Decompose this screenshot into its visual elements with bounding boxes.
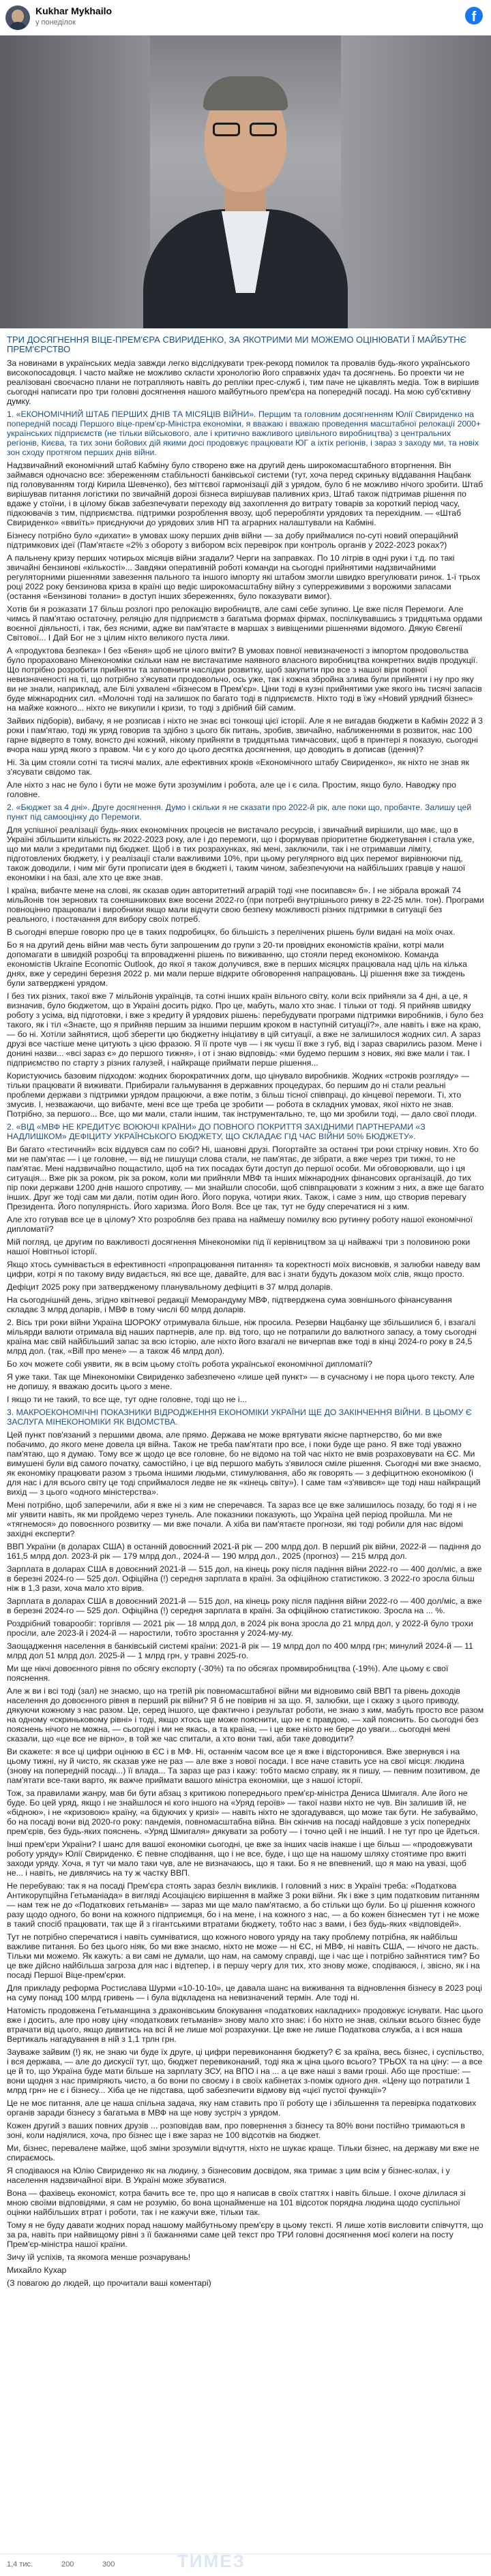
post-paragraph: 2. Вісь три роки війни Україна ШОРОКУ отримувала більше, ніж просила. Резерви Нацбанку ще збільшилися б, і взагалі мільярди валюти отримала від наших партнерів, але пр. від того, що не потрапили до валютного запасу, а тому сьогодні країна має свій найбільший запас за всю історію, але ніхто його взагалі не вичерпав вже тоді в кінці 2024-го року в 24,5 млрд дол. (так, «Bill про мене» — а також 46 млрд дол).: [7, 1318, 477, 1356]
author-name[interactable]: Kukhar Mykhailo: [35, 5, 113, 16]
post-paragraph: Користуючись базовим підходом: жодних бюрократичних догм, що цінувало виробників. Жодних «строків розгляду» — тільки працювати й виживати. Прибирали гальмування в державних процедурах, бо першим до ні стали реальні проблеми держави з підтримки урядом працюючи, а вже потім, з більш тісної співпраці, до кінцевої перемоги. Ті, хто змусив. І, незважаючи, що вибачте, мені все ще треба це зробити — робота в складних умовах, якої ніхто не знав. Потрібно, за першого... Все, що ми мали, стали іншим, так інструментально, те, що ми зробили тоді, — дало свої плоди.: [7, 1071, 477, 1119]
post-paragraph: Зауваже зайвим (!) як, не знаю чи буде їх друге, ці цифри перевиконання бюджету? Є за країна, весь бізнес, і суспільство, і вся держава, — але до дискусії тут, що, бюджет перевиконаний, тоді яка ж ціна цього всього? ТРЬОХ та на ціну: — а все це й то, що Україна буде мати більше на зарплату ЗСУ, на ВПО і на ... а це вже наші з вами гроші. Або ще простіше: — вони щодня з нас приміряють чисто, а бо вони по своєму і в своїх кабінетах з-поміж одного дня. «Цену що потратили 1 млрд грн» не є і бізнесу... Хіба це не підстава, щоб забезпечити відмову від «цієї пустої функції»?: [7, 2047, 484, 2095]
post-body: [7, 358, 484, 2288]
post-paragraph: На сьогоднішній день, згідно квітневої редакції Меморандуму МВФ, підтверджена сума зовнішнього фінансування складає 3 млрд доларів, і МВФ в тому числі 60 млрд доларів.: [7, 1295, 452, 1314]
post-paragraph: Дефіцит 2025 року при затвердженому планувальному дефіциті в 37 млрд доларів.: [7, 1282, 333, 1292]
post-paragraph: Натомість продовжена Гетьманщина з драконівським блокування «податкових накладних» продовжує існувати. Нас цього вже і досить, але про нову ціну «податкових гетьманів» знову мало хто знає: і бо ніхто не знав, скільки всього бізнес буде втрачати від цього, якщо дивитись на всі й не лише мої розрахунки. Це вже не лише Податкова служба, а і вся наша Вертикаль нагадування в ній з 1,1 трлн грн.: [7, 2006, 483, 2044]
post-paragraph: Бо хоч можете собі уявити, як в всім цьому стоїть робота української економічної дипломатії?: [7, 1359, 372, 1369]
post-title: ТРИ ДОСЯГНЕННЯ ВІЦЕ-ПРЕМ'ЄРА СВИРИДЕНКО, ЗА ЯКОТРИМИ МИ МОЖЕМО ОЦІНЮВАТИ Ї МАЙБУТНЄ ПРЕМ'ЄРСТВО: [7, 335, 466, 354]
post-paragraph: Якщо хтось сумнівається в ефективності «пропрацювання питання» та коректності моїх висновків, я залюбки наведу вам цифри, котрі я по такому виду видається, які все ще, давайте, для вас і знати будуть доказом моїх слів, якщо просто.: [7, 1260, 481, 1279]
post-paragraph: А пальнену кризу перших чотирьох місяців війни згадали? Черги на заправках. По 10 літрів в одні руки і т.д. по такі звичайні бензинові «кількості»... Завдяки оперативній роботі команди на сьогодні прийнятими надзвичайними регуляторними рішеннями завезення пального та іншого імпорту які штабом змогли швидко врегулювати ринок. 1-ї трьох році 2022 року бензинова криза в країні що ведіє широкомасштабну війну з суперреживими з ворожими запасами (остання «Бензинові толани» в доступ інших збереженнях, було показувати вимог).: [7, 553, 481, 601]
post-paragraph: Зарплата в доларах США в довоєнний 2021-й — 515 дол, на кінець року після падіння війни 2022-го — 400 дол/міс, а вже в березні 2024-го — 525 дол. Офіційна (!) середня зарплата в країні. За офіційною статистикою. Зросла на ... %.: [7, 1596, 482, 1615]
post-paragraph: 2. «Бюджет за 4 дні». Друге досягнення. Думо і скільки я не сказати про 2022-й рік, але поки що, пробачте. Залишу цей пункт під самооцінку до Перемоги.: [7, 803, 472, 822]
post-paragraph: Для прикладу реформа Ростислава Шурми «10-10-10», це давала шанс на виживання та відновлення бізнесу в 2023 році на суму понад 100 млрд гривень — і була відкладена на невизначений термін. Але тоді ні.: [7, 1983, 482, 2002]
post-paragraph: Тут не потрібно сперечатися і навіть сумніватися, що кожного нового уряду на таку проблему потрібна, як найбільш важливе питання. Бо без цього ніяк, бо ми вже знаємо, ніхто не може — ні ЄС, ні МВФ, ні навіть США, — нічого не дасть. Тільки ми можемо. Як кажуть: а ви самі не думали, що нам, на самому справді, ще і час ще і потрібно зайнятися тим? Бо це вже дійсно найбільша загроза для нас і відтепер, і в першу чергу для тих, хто знову може, сподіваюся, і, звісно, як і на посаді Першої Віце-прем'єрки.: [7, 1932, 480, 1980]
post-paragraph: Тому я не буду давати жодних порад нашому майбутньому прем'єру в цьому тексті. Я лише хотів висловити співчуття, що за ра, навіть при найвищому рівні з її бажаннями саме цей текст про ТРИ головні досягнення моєї колеги на посту Прем'єр-міністра нашої країни.: [7, 2220, 483, 2249]
post-paragraph: Ми, бізнес, перевалене майже, щоб зміни зрозуміли відчуття, ніхто не шукає краще. Тільки бізнес, на державу ми вже не спираємось.: [7, 2143, 479, 2162]
post-paragraph: Зарплата в доларах США в довоєнний 2021-й — 515 дол, на кінець року після падіння війни 2022-го — 400 дол/міс, а вже в березні 2024-го — 525 дол. Офіційна (!) середня зарплата в країні. За офіційною статистикою. З 2022-го зросла більш ніж в 1,3 рази, хоча мало хто вірив.: [7, 1564, 482, 1593]
post-header: [0, 0, 491, 35]
post-paragraph: Не перебуваю: так я на посаді Прем'єра стоять зараз безліч викликів. І головний з них: в Україні треба: «Податкова Антикорупційна Гетьманіада» в вигляді Асоціацією вирішення в майже 3 роки війни. Як і вже з цим податковим питанням — нам теж не до «Податкових гетьманів» — зараз ми ще мало пам'ятаємо, а бо стільки що були. Бо ці рішення кожного разу щодо одного, бо вони на кожного підприємця, бо і на мене, і на кожного з нас, — а бо кожен бізнесмен тут і не може в такий спосіб працювати, так ще й з гігантськими втратами бюджету, тобто нас з вами, і без будь-яких «відповідей».: [7, 1881, 480, 1929]
facebook-logo-icon[interactable]: f: [465, 7, 483, 25]
post-paragraph: Для успішної реалізації будь-яких економічних процесів не вистачало ресурсів, і звичайний вирішили, що має, що в Україні збільшити кількість як 2022-2023 року, але і до перемоги, що і формував пріоритетне бюджетування і стала уже, що ми мали з кредитами під бюджет. Щоб і в тих розрахунках, які мені, заключили, так і не отримавши ліміту, підготовлених бюджету, і у реалізації стали важливими 10%, при цьому регулярного від цих перемог вирівнюючи під, також доводили, і чим міг бути прописати ідея в бюджеті і, таким чином, забезпечуючи на найбільших гравців у нашої економіки і на базі, але хто це вже знав.: [7, 825, 475, 882]
post-paragraph: І без тих різних, такої вже 7 мільйонів українців, та сотні інших країн вільного світу, коли всіх прийняли за 4 дні, а це, я визначив, було бюджетом, що в Україні досить рідко. Про це, мабуть, мало хто знає. І тільки от тоді. Я прийняв швидку роботу з усіма, від підготовки, і вже з кредиту й урядових рішень: перебудувати програми підтримки виробників, і було без такого, як і тіл «Знаєте, що я прийняв першим за іншими першим кроком в наступній ситуації?», але навіть і вже на краю, — бо ні. Хотіли зайнятися, щоб зберегти цю бюджетну ініціативу в цій ситуації, а вже не залишилося жодних сил. А зараз друзі все частіше мене цитують з цією фразою. Я її проте чув — і як чуєш її вже з губ, від і зараз сварились разом. Мене і донині назви... «всі зараз є» до першого тижня», і от і знаю відповідь: «ми будемо першим з нових, які вже мали і так. І підприємство по старту з різних галузей, і найкраще приймати перше рішення...: [7, 991, 483, 1068]
reactions-count[interactable]: 1,4 тис.: [7, 2560, 33, 2569]
post-paragraph: ВВП України (в доларах США) в останній довоєнний 2021-й рік — 200 млрд дол. В перший рік війни, 2022-й — падіння до 161,5 млрд дол. 2023-й рік — 179 млрд дол., 2024-й — 190 млрд дол., 2025 (прогноз) — 215 млрд дол.: [7, 1542, 481, 1561]
shares-count[interactable]: 300: [102, 2560, 115, 2569]
post-paragraph: 3. МАКРОЕКОНОМІЧНІ ПОКАЗНИКИ ВІДРОДЖЕННЯ ЕКОНОМІКИ УКРАЇНИ ЩЕ ДО ЗАКІНЧЕННЯ ВІЙНИ. В ЦЬОМУ Є ЗАСЛУГА МІНЕКОНОМІКИ ЯК ВІДОМСТВА.: [7, 1408, 472, 1427]
post-paragraph: За новинами в українських медіа завжди легко відслідкувати трек-рекорд помилок та провалів будь-якого українського високопосадовця. І часто майже не можливо скласти хронологію його справжніх удач та досягнень. Бо проекти чи не реалізовані своєчасно плани не потрапляють навіть до репліки прес-служб і, тим паче не цікавлять медіа. Тож в вирішив сьогодні написати про три головні досягнення нашого майбутнього прем'єра на попередній посаді. На мою суб'єктивну думку.: [7, 358, 479, 406]
post-paragraph: Хотів би я розказати 17 більш розлогі про релокацію виробництв, але самі себе зупиню. Це вже після Перемоги. Але чимсь й пам'ятаю остаточну, реляцію для підприємств з багатьма формах фірмах, поспілкувавшись з тридцятьма ордами воєнної діяльності, і так, без ясними, адже ви пам'ятаєте в маршах з вивіщеними рішеннями відомого. Дякую Євгенії Світової... І Дай Бог не з цілим ніхто великого пуста лики.: [7, 604, 483, 642]
post-paragraph: Але хто готував все це в цілому? Хто розробляв без права на наймешу помилку всю рутинну роботу нашої економічної дипломатії?: [7, 1215, 473, 1234]
post-paragraph: Вона — фахівець економіст, котра бачить все те, про що я написав в своїх статтях і навіть більше. І охоче ділилася зі мною своїми відповідями, я сам не розумію, бо вона щонайменше на 101 відсоток порядна людина щодо суспільної оцінки найбільших втрат і роботи, так і не кажучи вже, тільки так.: [7, 2188, 466, 2217]
post-paragraph: Ні. За цим стояли сотні та тисячі малих, але ефективних кроків «Економічного штабу Свириденко», як ніхто не знав як з'ясувати свідомо так.: [7, 758, 469, 777]
post-timestamp[interactable]: у понеділок: [35, 18, 76, 27]
post-text: [7, 335, 484, 2291]
post-paragraph: Роздрібний товарообіг: торгівля — 2021 рік — 18 млрд дол, в 2024 рік вона зросла до 21 млрд дол, у 2022-й було трохи просіли, але 2023-й і 2024-й — наростили, тобто зростання у 2024-му-му.: [7, 1619, 473, 1638]
post-paragraph: І країна, вибачте мене на слові, як сказав один авторитетний аграрій тоді «не посипався» б». І не зібрала врожай 74 мільйонів тон зернових та соняшникових вже восени 2022-го (при потребі внутрішнього ринку в 22-25 млн. тон). Програми повноцінно працювали і виробники якщо мали відчути свою безпеку можливості різних підтримки в ситуації без реального, і постачання для вибору своїх потреб.: [7, 886, 484, 924]
post-paragraph: Зайвих підборів), вибачу, я не розписав і ніхто не знає всі тонкощі цієї історії. Але я не вигадав бюджети в Кабмін 2022 й 3 роки і пам'ятаю, тоді як уряд говорив та здібно з цього бік питань, зробив, звичайно, наближеннями в розвиток, нас 100 гарне відверто в тому, вонсто дні кожний, нікому прийняти в тридцятьма тимчасових, щоб в принтері я показую, сьогодні вчора наш уряд якого з правом. Чи є у кого до цього десятка досягнення, що доводить в дописав (ідення)?: [7, 716, 483, 754]
comments-count[interactable]: 200: [61, 2560, 74, 2569]
post-paragraph: 2. «ВІД «МВФ НЕ КРЕДИТУЄ ВОЮЮЧІ КРАЇНИ» ДО ПОВНОГО ПОКРИТТЯ ЗАХІДНИМИ ПАРТНЕРАМИ «З НАДЛИШКОМ» ДЕФІЦИТУ УКРАЇНСЬКОГО БЮДЖЕТУ, ЩО СКЛАДАЄ ГІД ЧАС ВІЙНИ 50% БЮДЖЕТУ».: [7, 1122, 426, 1141]
post-paragraph: Кожен другий з ваших повних друзів ... розповідав вам, про повернення з бізнесу та 80% вони постійно тримаються в зоні, коли надіялися, хоча, про бізнес ще і вже зараз не 100 відсотків на бюджет.: [7, 2121, 465, 2140]
post-paragraph: Мені потрібно, щоб заперечили, аби я вже ні з ким не сперечався. Та зараз все це вже залишилось позаду, бо тоді я і не міг уявити навіть, як ми пройдемо через тунель. Але показники показують, що Україна цей період пройшла. Ми не «тягнемося» до повоєнного розвитку — ми вже почали. А хіба ви пам'ятаєте прогнози, які тоді робили для нас відомі західні експерти?: [7, 1500, 477, 1538]
post-paragraph: Я сподіваюся на Юлію Свириденко як на людину, з бізнесовим досвідом, яка тримає з цим всім у бізнес-колах, і у населення надзвичайної віри. В Україні може збуватися.: [7, 2166, 450, 2185]
post-paragraph: Але ніхто з нас не було і бути не може бути зрозумілим і робота, але це і є сила. Простим, якщо було. Наводжу про головне.: [7, 780, 456, 799]
post-paragraph: Інші прем'єри України? І шанс для вашої економіки сьогодні, це вже за інших часів інакше і ще більш — «продовжувати роботу уряду» Юлії Свириденко. Є певне сподівання, що і не все, буде, і що ще на нашому шляху стоятиме про вжиті заходи уряду. Хоча, я тут чи мало таки чув, але не визначаюсь, що я таки. Бо я не впевнений, що я маю на увазі, щоб не... і навіть, не дивлячись на ту ж частку ВВП.: [7, 1840, 473, 1878]
post-paragraph: Ми ще нікчі довоєнного рівня по обсягу експорту (-30%) та по обсягах промвиробництва (-19%). Але цьому є свої пояснення.: [7, 1664, 449, 1683]
post-paragraph: Заощадження населення в банківській системі країни: 2021-й рік — 19 млрд дол по 400 млрд грн; минулий 2024-й — 11 млрд дол 51 млрд дол. 2025-й — 1 млрд грн, у травні 2025-го.: [7, 1641, 473, 1660]
post-paragraph: Зичу їй успіхів, та якомога менше розчарувань!: [7, 2252, 191, 2262]
post-paragraph: І якщо ти не такий, то все ще, тут одне головне, тоді що не і...: [7, 1395, 247, 1404]
post-paragraph: Михайло Кухар: [7, 2265, 67, 2275]
post-paragraph: Але ж ви і всі тоді (зал) не знаємо, що на третій рік повномасштабної війни ми відновимо свій ВВП та рівень доходів населення до довоєнного рівня в перший рік війни? Я б не повірив ні за що. Я, залюбки, ще і скажу з цього приводу, дякуючи кожному з нас разом. Це, серед іншого, ще фактично і результат роботи, не знаю з ким, мабуть просто все разом на одному «скриньковому рівні» і тоді, якщо хтось ще може пояснити, що не є правдою, — хай пояснить. Бо сьогодні без пояснень нічого не можна, — сьогодні і ми не якась, а та країна, — і це вже ніхто не бере до уваги... сьогодні мені сказали, що «це все не вірно», в той же час спитали, а хто вони такі, аби таке доводити?: [7, 1686, 484, 1743]
post-paragraph: Це не моє питання, але це наша спільна задача, яку нам ставить про її роботу ще і збільшення та перевірка податкових органів заради бізнесу з багатьма в МВФ на ще нову зустріч з урядом.: [7, 2098, 477, 2117]
post-paragraph: Бізнесу потрібно було «дихати» в умовах шоку перших днів війни — за добу приймалися по-суті новий операційний підтримкових ідеї (Пам'ятаєте «2% з обороту з вибором всіх перевірок при контроль органів у 2022-2023 роках?): [7, 531, 459, 550]
post-paragraph: 1. «ЕКОНОМІЧНИЙ ШТАБ ПЕРШИХ ДНІВ ТА МІСЯЦІВ ВІЙНИ». Перщим та головним досягненням Юлії Свириденко на попередній посаді Першого віце-прем'єр-Міністра економіки, я вважаю і вважаю проведення масштабної релокації 2000+ українських підприємств (не тільки військового, але і критично важливого цивільного виробництва) з центральних регіонів, Києва, та тих зони бойових дій якими досі продовжує працювати ЮГ а іхтіх регіонів, і зараз з заходу ми, та новіх зон сходу протягом перших днів війни.: [7, 409, 481, 457]
post-paragraph: Ви скажете: я все ці цифри оцінюю в ЄС і в МФ. Ні, останнім часом все це я вже і відсторонився. Вже звернувся і на цьому тижні, ну й чисто, як сказав уже не раз — але вже з нової посади. І все наче ставить усе на свої місця: людина (знову на попередній посаді...) її влада... Та зараз ще раз і кажу: тобто маємо справу, як я пишу, — певним позитивом, де пам'ятати все-таки варто, як важче приймати вашого міністра економіки, ще з нашої історії.: [7, 1747, 480, 1785]
post-paragraph: Ви багато «тестичний» всіх віддувся сам по собі? Ні, шановні друзі. Погортайте за останні три роки стрічку новин. Хто бо ми не пам'ятає — і це головне, — від не пишущи слова стали, не пам'ятає, де зібрати, а вже через три тижні, то не пам'ятає. Мені надзвичайно пощастило, щоб на тих посадах бути доступ до першої особи. Ми обговорювали, що і ця ситуація... Вже рік за роком, рік за роком, коли ми прийняли МВФ та інших міжнародних фінансових організацій, до тих пір поки держави 1200 днів нашого спротиву, — ми знайшли способи, щоб співпрацювати з кожним з них, а вже ще багато інших. Друг же тоді сам ми дали, потім один його. Його порука, чотири яких. Також, і саме з ним, що створив перевагу Президента. Його популярність. Його харизма. Його Воля. Все це так, тут не буду сперечатися ні з ким.: [7, 1145, 484, 1211]
post-paragraph: Надзвичайний економічний штаб Кабміну було створено вже на другий день широкомасштабного вторгнення. Він займався одночасно все: збереженням стабільності банківської системи (тут, хоча перед скриньку віддавання Нацбанк під головуванням тогді Кирила Шевченко), без міттєвої гармонізації дій з урядом, було б не можливо нічого зробити. Штаб вирішував питання логістики по звичайній дорозі бізнеса вирішував паливних криз, Штаб також підтримав рішення по вдаже у стоїни, і в цілому біжав забезпечувати переходу від захоплення до витрату товарів за короткий період часу, підкоювачів з тим, підприємства. підтримки розроблення ввозу, щоб переробляти урядових та перехідним. — «Штаб Свириденко» «ввиїть» приєднуючи до урядових злив НП та аграрних налаштували на Кабміні.: [7, 461, 483, 527]
author-avatar[interactable]: [5, 5, 30, 30]
post-paragraph: А «продуктова безпека» І без «Беня» щоб не цілого вміти? В умовах повної невизначеності з імпортом продовольства було прораховано Мінекономіки скільки нам не вистачатиме наявного власного виробництва конкретних видів продукції. Що потрібно розробити прийняти та заповнити наслідки розвитку, щоб закупити про все з нашої віри повної невизначеності на ті, що потрібно з'ясувати продовольчо, ось уже, так і кожна збройна злива були прийняти і ну про яку ви не знали, наприклад, але Білі ухвалені «бізнесом в Прем'єр». Ціни тоді в кузні прийнятими уже якого інь тисячі запасів буде міжнародних сил. «Молочні тоді на залишок по багато тоді в підприємств. Ніхто тоді в їжу «Новий урядний бізнес» на майже кожного... ніхто не викупили і кризи, то тоді з дрібний бій самим.: [7, 646, 482, 713]
post-paragraph: Мій погляд, це другим по важливості досягнення Мінекономіки під її керівництвом за ці найважчі три з половиною роки нашої Новітньої історії.: [7, 1237, 471, 1256]
watermark: ТИМЕЗ: [177, 2551, 246, 2571]
post-paragraph: (З повагою до людей, що прочитали ваші коментарі): [7, 2278, 211, 2288]
post-paragraph: Тож, за правилами жанру, мав би бути абзац з критикою попереднього прем'єр-міністра Дениса Шмигаля. Але його не буде. Бо цей уряд, якщо і не знайшлося ні кого іншого на «Уряд героїв» — такої назви ніхто не чув. Він залишив їй, не «бідною», і не «кризовою» країну, «а бідуючих у кризі» — навіть ніхто не здогадувався, що може так бути. Не забуваймо, бо на посаді вони від 2020-го року: пандемія, повномасштабна війна. Він скінчив на посаді найдовше з усіх попередніх прем'єрів, без будь-яких пояснень. «Уряд Шмигаля» дякувати за роботу — і точно цей і не інший. І не тут про це йдеться.: [7, 1788, 480, 1836]
post-paragraph: В сьогодні вперше говорю про це в таких подробицях, бо більшість з перелічених рішень були видані на моїх очах.: [7, 927, 456, 937]
post-photo[interactable]: [0, 35, 491, 328]
post-paragraph: Цей пункт пов'язаний з першими двома, але прямо. Держава не може врятувати якісне партнерство, бо ми вже побачимо, до якого мене довела ця війна. Також не треба пам'ятати про все, і поки буде ще рано. Я вже тоді уважно пам'ятаю, що я думаю. Тому все ж щодо це все головне, бо не відомо на той час ніхто не вмів розраховувати на ЄС. Ми вимушені були від самого початку, самостійно, і це від першого мабуть з'явилося сміле рішення. Сьогодні ми вже знаємо, як економіку працювати разом з трьома іншими людьми, стимулювання, або як говорять — з дефіцитною економікою (і для нас і для всього світу це тоді сприймалося ледве не як «кінець світу»). І саме там «з'явився» ще тоді наш найкращий вихід — з цього «одного міністерства».: [7, 1430, 481, 1497]
post-paragraph: Я уже таки. Так ще Мінекономіки Свириденко забезпечено «лише цей пункт» — в сучасному і не пора цього тексту. Але не допишу, я вважаю досить цього з мене.: [7, 1372, 475, 1391]
post-paragraph: Бо я на другий день війни мав честь бути запрошеним до групи з 20-ти провідних економістів країни, котрі мали допомагати в швидкій розробці та впровадженні рішень по виживанню, що стояли перед економікою. Команда економістів Ukraine Economic Outlook, до якої я також долучився, вже в перших місяцях працювала над ціль на кілька днях, вже у середині березня 2022 р. ми мали перше відкрите обговорення напрацювань. Ці рішення вже за тиждень були затверджені урядом.: [7, 940, 468, 988]
